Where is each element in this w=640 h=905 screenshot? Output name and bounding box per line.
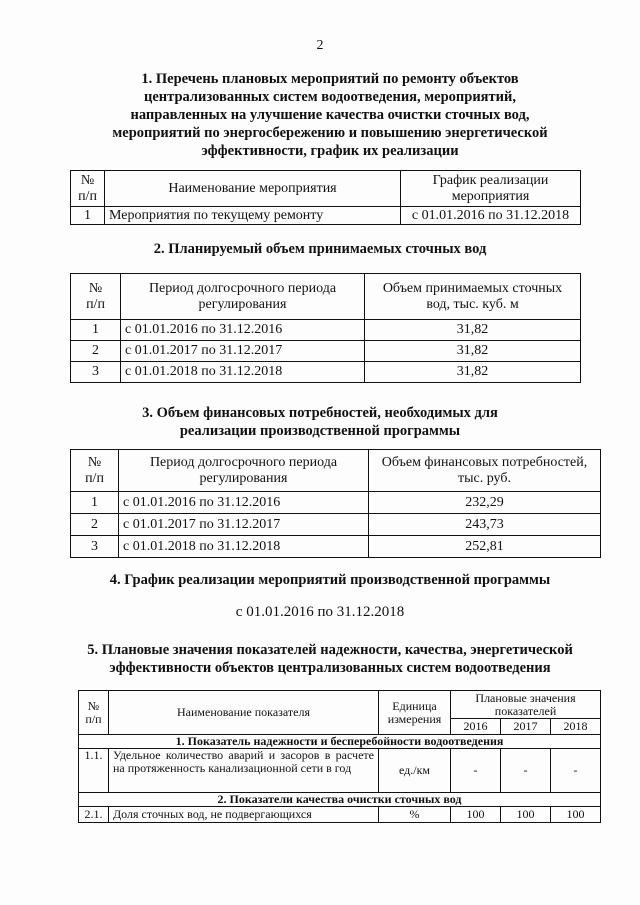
header-finance: Объем финансовых потребностей, тыс. руб. [369,450,601,492]
table-group-row [79,793,601,807]
section1-table [70,170,581,225]
table-row [71,536,601,558]
cell-num: 1.1. [79,749,109,793]
table-group-row [79,735,601,749]
section1-title-line: централизованных систем водоотведения, мероприятий, [144,89,516,105]
section1-title [60,70,600,160]
cell-value: - [501,749,551,793]
cell-period: с 01.01.2017 по 31.12.2017 [121,341,365,362]
header-num: № п/п [79,691,109,735]
table-header-row [79,691,601,719]
header-volume: Объем принимаемых сточных вод, тыс. куб. м [365,274,581,320]
cell-name: Удельное количество аварий и засоров в расчете на протяженность канализационной сети в год [109,749,379,793]
table-header-row [71,171,581,207]
cell-num: 1 [71,207,105,225]
cell-unit: % [379,807,451,823]
cell-value: 232,29 [369,492,601,514]
cell-value: 31,82 [365,320,581,341]
cell-num: 1 [71,320,121,341]
cell-num: 3 [71,362,121,383]
section3-title [60,404,580,440]
cell-value: 100 [551,807,601,823]
group-title: 1. Показатель надежности и бесперебойности водоотведения [79,735,601,749]
header-num: № п/п [71,274,121,320]
section4-period: с 01.01.2016 по 31.12.2018 [235,604,405,620]
section3-table [70,449,601,558]
header-plan: Плановые значения показателей [451,691,601,719]
table-row [79,807,601,823]
cell-period: с 01.01.2018 по 31.12.2018 [121,362,365,383]
cell-name: Мероприятия по текущему ремонту [105,207,401,225]
cell-value: 31,82 [365,362,581,383]
cell-period: с 01.01.2017 по 31.12.2017 [119,514,369,536]
header-num: № п/п [71,171,105,207]
section3-title-line: реализации производственной программы [179,423,461,439]
cell-name: Доля сточных вод, не подвергающихся [109,807,379,823]
group-title: 2. Показатели качества очистки сточных вод [79,793,601,807]
header-name: Наименование мероприятия [105,171,401,207]
table-row [71,362,581,383]
header-num: № п/п [71,450,119,492]
section1-title-line: направленных на улучшение качества очистки сточных вод, [130,107,530,123]
cell-period: с 01.01.2016 по 31.12.2016 [119,492,369,514]
cell-num: 1 [71,492,119,514]
cell-value: 100 [451,807,501,823]
header-period: Период долгосрочного периода регулирования [121,274,365,320]
cell-num: 2 [71,514,119,536]
page-number: 2 [316,38,324,53]
cell-period: с 01.01.2016 по 31.12.2016 [121,320,365,341]
cell-value: - [551,749,601,793]
table-row [71,207,581,225]
header-unit: Единица измерения [379,691,451,735]
table-header-row [71,274,581,320]
section5-title [40,641,620,677]
cell-num: 2.1. [79,807,109,823]
section1-title-line: мероприятий по энергосбережению и повышению энергетической [112,125,548,141]
header-year: 2018 [551,719,601,735]
section5-table [78,690,601,823]
section2-title: 2. Планируемый объем принимаемых сточных вод [153,241,487,257]
table-row [71,341,581,362]
table-row [79,749,601,793]
cell-value: - [451,749,501,793]
header-schedule: График реализации мероприятия [401,171,581,207]
cell-unit: ед./км [379,749,451,793]
section5-title-line: эффективности объектов централизованных систем водоотведения [109,660,551,676]
cell-value: 31,82 [365,341,581,362]
table-row [71,514,601,536]
cell-num: 2 [71,341,121,362]
section1-title-line: эффективности, график их реализации [201,143,459,159]
cell-period: с 01.01.2018 по 31.12.2018 [119,536,369,558]
section4-title: 4. График реализации мероприятий производственной программы [109,572,551,588]
header-year: 2017 [501,719,551,735]
cell-num: 3 [71,536,119,558]
section5-title-line: 5. Плановые значения показателей надежности, качества, энергетической [87,642,573,658]
section3-title-line: 3. Объем финансовых потребностей, необходимых для [142,405,498,421]
header-year: 2016 [451,719,501,735]
header-name: Наименование показателя [109,691,379,735]
table-row [71,492,601,514]
table-row [71,320,581,341]
cell-schedule: с 01.01.2016 по 31.12.2018 [401,207,581,225]
cell-value: 100 [501,807,551,823]
section2-table [70,273,581,383]
table-header-row [71,450,601,492]
section1-title-line: 1. Перечень плановых мероприятий по ремонту объектов [141,71,519,87]
cell-value: 252,81 [369,536,601,558]
cell-value: 243,73 [369,514,601,536]
header-period: Период долгосрочного периода регулирования [119,450,369,492]
